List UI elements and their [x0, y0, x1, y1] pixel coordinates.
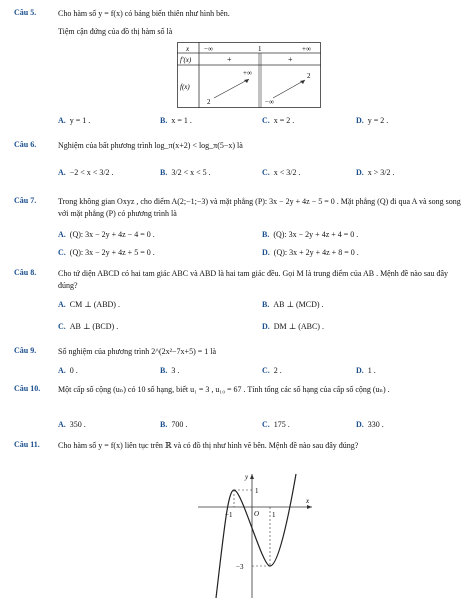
- option-letter: A.: [58, 230, 66, 239]
- function-graph: [196, 470, 316, 600]
- option-letter: A.: [58, 168, 66, 177]
- option-letter: D.: [262, 322, 270, 331]
- option-a[interactable]: −2 < x < 3/2 .: [69, 168, 114, 177]
- table-x-one: 1: [258, 45, 262, 53]
- option-letter: C.: [262, 168, 270, 177]
- table-x-head: x: [186, 45, 190, 53]
- option-letter: A.: [58, 420, 66, 429]
- table-f-left-limit: 2: [207, 98, 211, 106]
- q8-options-row1: [14, 300, 462, 312]
- table-x-neginf: −∞: [204, 45, 213, 53]
- question-label: Câu 7.: [14, 196, 37, 205]
- option-d[interactable]: y = 2 .: [367, 116, 389, 125]
- option-a[interactable]: CM ⊥ (ABD) .: [69, 300, 120, 309]
- option-a[interactable]: 350 .: [69, 420, 86, 429]
- table-f-posinf: +∞: [243, 69, 252, 77]
- table-f-neginf: −∞: [265, 98, 274, 106]
- x-axis-label: x: [306, 497, 310, 505]
- option-letter: B.: [160, 168, 168, 177]
- q7-options-row2: [14, 248, 462, 260]
- option-b[interactable]: x = 1 .: [171, 116, 192, 125]
- table-f-right-limit: 2: [307, 72, 311, 80]
- question-text: Trong không gian Oxyz , cho điểm A(2;−1;−3) và mặt phẳng (P): 3x − 2y + 4z − 5 = 0 . Mặt phẳng (Q) đi qua A và song song với mặt phẳng (P) có phương trình là: [58, 197, 461, 218]
- option-letter: B.: [262, 230, 270, 239]
- option-d[interactable]: 1 .: [367, 366, 376, 375]
- option-c[interactable]: 2 .: [273, 366, 282, 375]
- option-c[interactable]: x = 2 .: [273, 116, 295, 125]
- option-a[interactable]: y = 1 .: [69, 116, 91, 125]
- option-letter: B.: [160, 116, 168, 125]
- option-d[interactable]: x > 3/2 .: [367, 168, 395, 177]
- option-c[interactable]: x < 3/2 .: [273, 168, 301, 177]
- question-subtext: Tiệm cận đứng của đồ thị hàm số là: [58, 27, 173, 36]
- q7-options-row1: [14, 230, 462, 242]
- option-letter: D.: [356, 168, 364, 177]
- question-10: [14, 384, 462, 410]
- option-letter: C.: [262, 366, 270, 375]
- option-c[interactable]: 175 .: [273, 420, 290, 429]
- option-b[interactable]: (Q): 3x − 2y + 4z + 4 = 0 .: [273, 230, 359, 239]
- option-b[interactable]: AB ⊥ (MCD) .: [273, 300, 324, 309]
- option-d[interactable]: DM ⊥ (ABC) .: [273, 322, 324, 331]
- y-axis-label: y: [245, 473, 249, 481]
- option-d[interactable]: (Q): 3x + 2y + 4z + 8 = 0 .: [273, 248, 359, 257]
- question-label: Câu 5.: [14, 8, 37, 17]
- option-letter: C.: [58, 248, 66, 257]
- table-fprime-sign-left: +: [227, 55, 232, 64]
- question-label: Câu 11.: [14, 440, 40, 449]
- option-c[interactable]: AB ⊥ (BCD) .: [69, 322, 119, 331]
- question-text: Số nghiệm của phương trình 2^(2x²−7x+5) = 1 là: [58, 347, 217, 356]
- option-letter: A.: [58, 300, 66, 309]
- option-a[interactable]: (Q): 3x − 2y + 4z − 4 = 0 .: [69, 230, 155, 239]
- label-one: 1: [272, 511, 276, 519]
- table-fprime-sign-right: +: [288, 55, 293, 64]
- option-letter: C.: [262, 116, 270, 125]
- option-letter: B.: [160, 366, 168, 375]
- question-text: Một cấp số cộng (uₙ) có 10 số hạng, biết u₁ = 3 , u₁₀ = 67 . Tính tổng các số hạng của cấp số cộng (uₙ) .: [58, 385, 390, 394]
- question-text: Nghiệm của bất phương trình log_π(x+2) < log_π(5−x) là: [58, 141, 243, 150]
- q8-options-row2: [14, 322, 462, 334]
- table-fprime-head: f′(x): [180, 56, 192, 64]
- q10-options: [14, 420, 462, 432]
- table-f-head: f(x): [180, 83, 190, 91]
- question-label: Câu 10.: [14, 384, 41, 393]
- q6-options: [14, 168, 462, 180]
- option-letter: C.: [262, 420, 270, 429]
- question-7: [14, 196, 462, 222]
- option-letter: A.: [58, 366, 66, 375]
- option-b[interactable]: 700 .: [171, 420, 188, 429]
- label-y-one: 1: [255, 487, 259, 495]
- origin-label: O: [254, 510, 260, 518]
- question-label: Câu 6.: [14, 140, 37, 149]
- arrow-up-left: [214, 79, 249, 98]
- option-d[interactable]: 330 .: [367, 420, 384, 429]
- question-8: [14, 268, 462, 294]
- question-text: Cho hàm số y = f(x) liên tục trên ℝ và có đồ thị như hình vẽ bên. Mệnh đề nào sau đây đúng?: [58, 441, 359, 450]
- question-label: Câu 9.: [14, 346, 37, 355]
- label-neg-one: −1: [225, 511, 233, 519]
- q9-options: [14, 366, 462, 378]
- option-b[interactable]: 3/2 < x < 5 .: [171, 168, 211, 177]
- variation-table: [177, 42, 321, 108]
- question-11: [14, 440, 462, 466]
- option-b[interactable]: 3 .: [171, 366, 180, 375]
- label-y-neg-three: −3: [236, 563, 244, 571]
- option-c[interactable]: (Q): 3x − 2y + 4z + 5 = 0 .: [69, 248, 155, 257]
- option-letter: D.: [356, 420, 364, 429]
- table-x-posinf: +∞: [302, 45, 311, 53]
- arrow-up-right: [273, 80, 305, 98]
- question-text: Cho tứ diện ABCD có hai tam giác ABC và ABD là hai tam giác đều. Gọi M là trung điểm của AB . Mệnh đề nào sau đây đúng?: [58, 269, 449, 290]
- question-text: Cho hàm số y = f(x) có bảng biến thiên như hình bên.: [58, 9, 230, 18]
- option-letter: D.: [356, 366, 364, 375]
- option-letter: D.: [356, 116, 364, 125]
- option-letter: D.: [262, 248, 270, 257]
- option-letter: B.: [262, 300, 270, 309]
- option-letter: A.: [58, 116, 66, 125]
- option-a[interactable]: 0 .: [69, 366, 78, 375]
- question-label: Câu 8.: [14, 268, 37, 277]
- option-letter: B.: [160, 420, 168, 429]
- q5-options: [14, 116, 462, 128]
- option-letter: C.: [58, 322, 66, 331]
